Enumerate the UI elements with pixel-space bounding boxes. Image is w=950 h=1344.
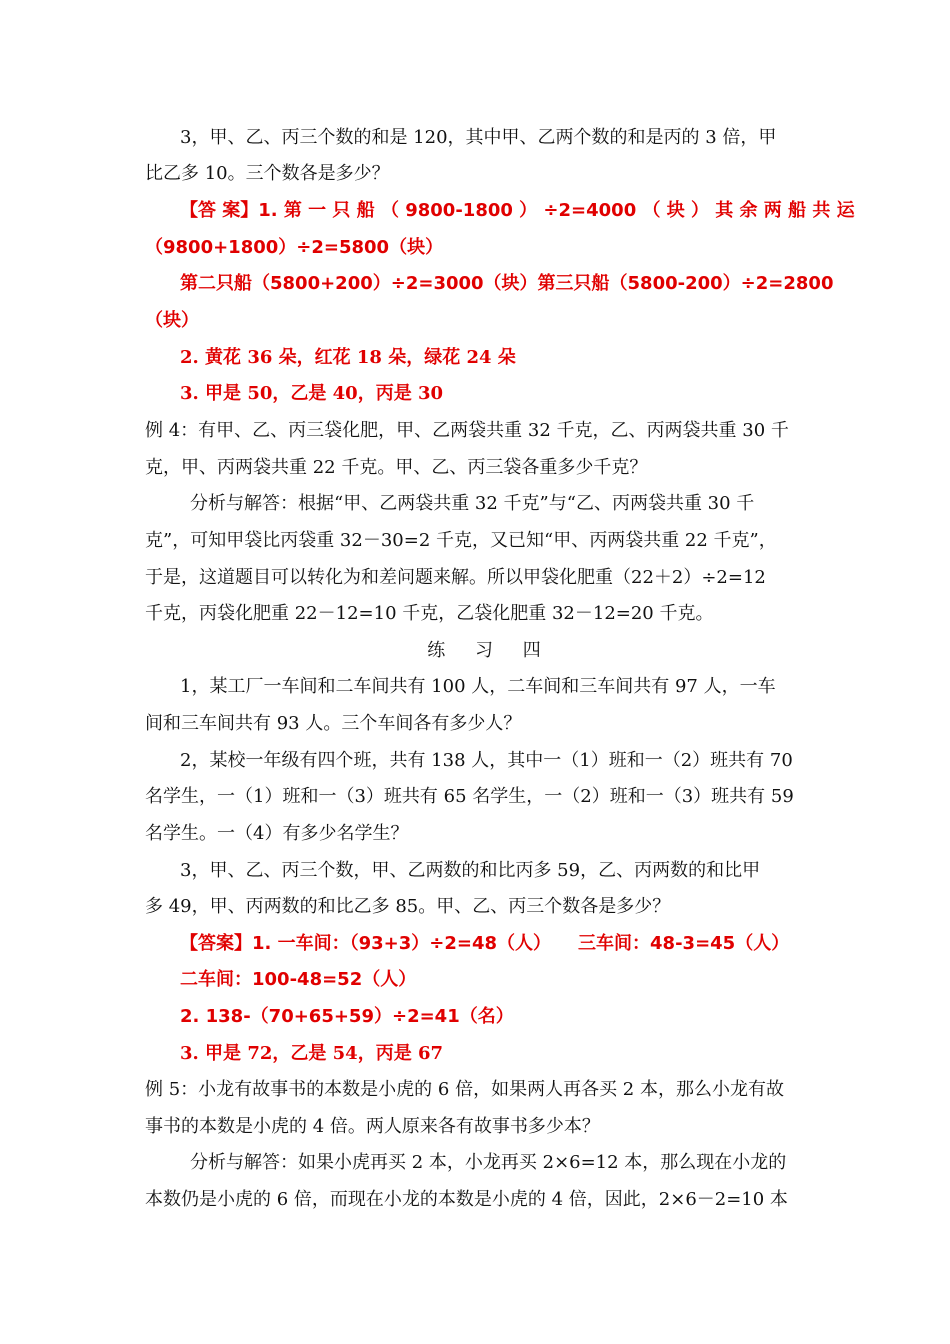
example-4-line-2: 克，甲、丙两袋共重 22 千克。甲、乙、丙三袋各重多少千克？ (145, 457, 648, 478)
exercise-3-line-1: 3，甲、乙、丙三个数，甲、乙两数的和比丙多 59，乙、丙两数的和比甲 (180, 860, 761, 881)
analysis-5-line-2: 本数仍是小虎的 6 倍，而现在小龙的本数是小虎的 4 倍，因此，2×6－2=10 本 (145, 1189, 788, 1210)
exercise-4-heading: 练 习 四 (427, 640, 553, 661)
answer-3: 3. 甲是 50，乙是 40，丙是 30 (180, 383, 444, 404)
exercise-1-line-1: 1，某工厂一车间和二车间共有 100 人，二车间和三车间共有 97 人，一车 (180, 676, 776, 697)
exercise-3-line-2: 多 49，甲、丙两数的和比乙多 85。甲、乙、丙三个数各是多少？ (145, 896, 671, 917)
example-5-line-1: 例 5：小龙有故事书的本数是小虎的 6 倍，如果两人再各买 2 本，那么小龙有故 (145, 1079, 784, 1100)
problem-3-line-1: 3，甲、乙、丙三个数的和是 120，其中甲、乙两个数的和是丙的 3 倍，甲 (180, 127, 777, 148)
exercise-answer-2: 2. 138-（70+65+59）÷2=41（名） (180, 1006, 514, 1027)
exercise-answer-3: 3. 甲是 72，乙是 54，丙是 67 (180, 1043, 444, 1064)
analysis-4-line-2: 克”，可知甲袋比丙袋重 32－30=2 千克，又已知“甲、丙两袋共重 22 千克”， (145, 530, 777, 551)
answer-1-line-3: 第二只船（5800+200）÷2=3000（块）第三只船（5800-200）÷2=2800 (180, 273, 834, 294)
example-5-line-2: 事书的本数是小虎的 4 倍。两人原来各有故事书多少本？ (145, 1116, 600, 1137)
exercise-2-line-3: 名学生。一（4）有多少名学生？ (145, 823, 409, 844)
exercise-answer-1-line-2: 二车间：100-48=52（人） (180, 969, 417, 990)
exercise-1-line-2: 间和三车间共有 93 人。三个车间各有多少人？ (145, 713, 522, 734)
analysis-4-line-3: 于是，这道题目可以转化为和差问题来解。所以甲袋化肥重（22＋2）÷2=12 (145, 567, 766, 588)
exercise-answer-1-line-1: 【答案】1. 一车间：（93+3）÷2=48（人） 三车间：48-3=45（人） (180, 933, 790, 954)
exercise-2-line-1: 2，某校一年级有四个班，共有 138 人，其中一（1）班和一（2）班共有 70 (180, 750, 793, 771)
answer-1-line-1: 【答 案】1. 第 一 只 船 （ 9800-1800 ） ÷2=4000 （ 块 ） 其 余 两 船 共 运 (180, 200, 855, 221)
analysis-4-line-4: 千克，丙袋化肥重 22－12=10 千克，乙袋化肥重 32－12=20 千克。 (145, 603, 714, 624)
analysis-4-line-1: 分析与解答：根据“甲、乙两袋共重 32 千克”与“乙、丙两袋共重 30 千 (190, 493, 755, 514)
example-4-line-1: 例 4：有甲、乙、丙三袋化肥，甲、乙两袋共重 32 千克，乙、丙两袋共重 30 千 (145, 420, 789, 441)
analysis-5-line-1: 分析与解答：如果小虎再买 2 本，小龙再买 2×6=12 本，那么现在小龙的 (190, 1152, 787, 1173)
answer-1-line-2: （9800+1800）÷2=5800（块） (145, 237, 444, 258)
exercise-2-line-2: 名学生，一（1）班和一（3）班共有 65 名学生，一（2）班和一（3）班共有 59 (145, 786, 794, 807)
problem-3-line-2: 比乙多 10。三个数各是多少？ (145, 163, 390, 184)
answer-1-line-4: （块） (145, 310, 199, 331)
answer-2: 2. 黄花 36 朵，红花 18 朵，绿花 24 朵 (180, 347, 516, 368)
